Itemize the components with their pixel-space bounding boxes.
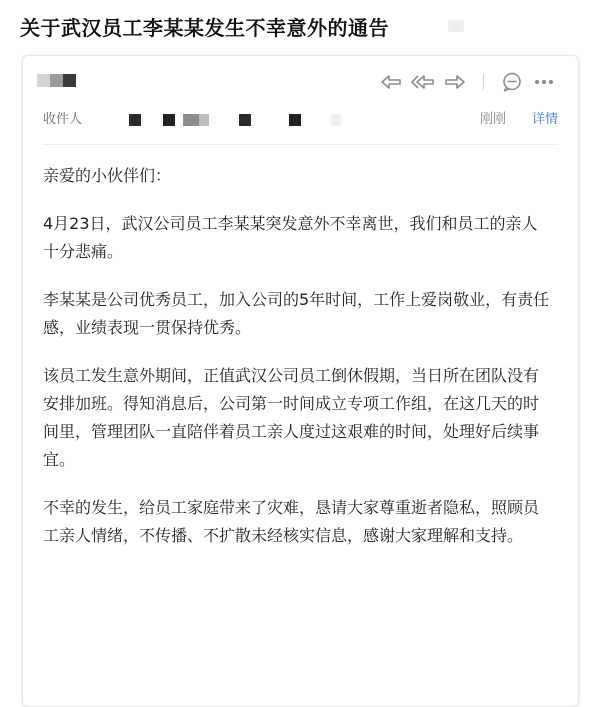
details-link[interactable]: 详情 xyxy=(531,112,558,127)
sender-redacted xyxy=(37,74,76,87)
reply-icon[interactable] xyxy=(379,72,403,92)
greeting: 亲爱的小伙伴们： xyxy=(43,166,172,185)
email-body xyxy=(43,162,553,570)
chat-icon[interactable] xyxy=(500,72,524,92)
body-paragraph: 不幸的发生，给员工家庭带来了灾难，恳请大家尊重逝者隐私，照顾员工亲人情绪，不传播、不扩散未经核实信息，感谢大家理解和支持。 xyxy=(43,498,540,545)
body-paragraph: 4月23日，武汉公司员工李某某突发意外不幸离世，我们和员工的亲人十分悲痛。 xyxy=(43,214,538,261)
recipient-label: 收件人 xyxy=(43,112,83,127)
received-time: 刚刚 xyxy=(479,112,506,127)
header-divider xyxy=(43,144,558,145)
body-paragraph: 李某某是公司优秀员工，加入公司的5年时间，工作上爱岗敬业，有责任感，业绩表现一贯保持优秀。 xyxy=(43,290,550,337)
body-paragraph: 该员工发生意外期间，正值武汉公司员工倒休假期，当日所在团队没有安排加班。得知消息后，公司第一时间成立专项工作组，在这几天的时间里，管理团队一直陪伴着员工亲人度过这艰难的时间，处理好后续事宜。 xyxy=(43,366,540,469)
page-title: 关于武汉员工李某某发生不幸意外的通告 xyxy=(20,16,389,40)
email-toolbar xyxy=(371,72,556,92)
forward-icon[interactable] xyxy=(443,72,467,92)
reply-all-icon[interactable] xyxy=(411,72,435,92)
email-card xyxy=(22,55,579,707)
redacted-mark xyxy=(448,20,464,32)
more-icon[interactable] xyxy=(532,72,556,92)
recipient-row xyxy=(43,108,558,130)
toolbar-separator xyxy=(483,74,484,90)
